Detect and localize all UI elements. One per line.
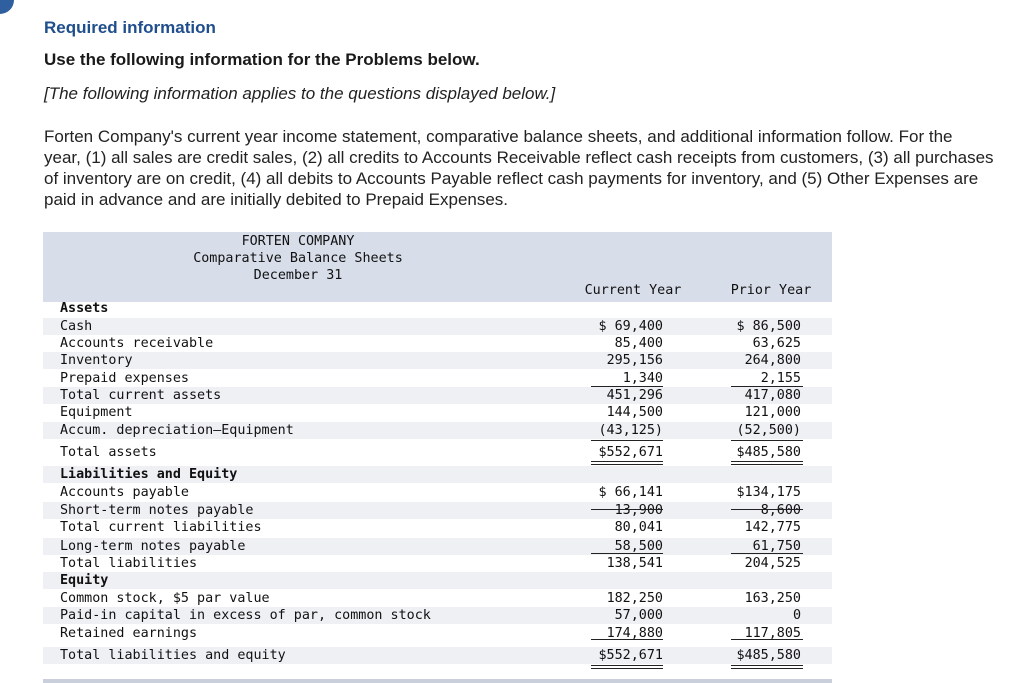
table-row xyxy=(43,422,832,439)
corner-badge xyxy=(0,0,14,14)
row-label: Total assets xyxy=(60,445,157,460)
prior-year-value: 0 xyxy=(792,608,801,623)
prior-year-value: $485,580 xyxy=(736,648,801,663)
statement-date: December 31 xyxy=(253,268,343,283)
underline-prior-short-term xyxy=(731,509,803,510)
underline-prior-accum xyxy=(731,440,803,441)
table-row xyxy=(43,502,832,519)
underline-current-accum xyxy=(591,440,663,441)
current-year-value: 138,541 xyxy=(606,556,663,571)
underline-prior-long-term xyxy=(731,553,803,554)
underline-current-retained xyxy=(591,639,663,640)
current-year-value: $ 69,400 xyxy=(598,319,663,334)
underline-current-long-term xyxy=(591,553,663,554)
current-year-value: 174,880 xyxy=(606,626,663,641)
underline-prior-prepaid xyxy=(731,386,803,387)
table-bottom-bar xyxy=(43,679,832,683)
prior-year-value: 117,805 xyxy=(744,626,801,641)
prior-year-value: 8,600 xyxy=(760,503,801,518)
current-year-value: $552,671 xyxy=(598,648,663,663)
prior-year-value: (52,500) xyxy=(736,423,801,438)
table-row xyxy=(43,370,832,387)
table-row xyxy=(43,484,832,501)
table-row xyxy=(43,607,832,624)
table-row xyxy=(43,318,832,335)
statement-title: Comparative Balance Sheets xyxy=(193,251,403,266)
balance-sheet-table xyxy=(43,232,832,683)
current-year-value: 144,500 xyxy=(606,405,663,420)
row-label: Prepaid expenses xyxy=(60,371,189,386)
prior-year-value: 163,250 xyxy=(744,591,801,606)
current-year-value: 57,000 xyxy=(614,608,663,623)
underline-prior-retained xyxy=(731,639,803,640)
current-year-value: 80,041 xyxy=(614,520,663,535)
row-label: Total current liabilities xyxy=(60,520,262,535)
required-information-heading: Required information xyxy=(44,18,216,37)
row-label: Total current assets xyxy=(60,388,222,403)
prior-year-value: $485,580 xyxy=(736,445,801,460)
applies-note: [The following information applies to the questions displayed below.] xyxy=(44,84,556,103)
prior-year-value: 204,525 xyxy=(744,556,801,571)
current-year-value: 182,250 xyxy=(606,591,663,606)
row-label: Inventory xyxy=(60,353,133,368)
table-row xyxy=(43,444,832,461)
current-year-value: $552,671 xyxy=(598,445,663,460)
current-year-value: 1,340 xyxy=(622,371,663,386)
prior-year-value: 417,080 xyxy=(744,388,801,403)
prior-year-value: 121,000 xyxy=(744,405,801,420)
table-row xyxy=(43,538,832,555)
intro-paragraph: Forten Company's current year income statement, comparative balance sheets, and additional information follow. For the year, (1) all sales are credit sales, (2) all credits to Accounts Receivable reflect cash receipts from customers, (3) all purchases of inventory are on credit, (4) all debits to Accounts Payable reflect cash payments for inventory, and (5) Other Expenses are paid in advance and are initially debited to Prepaid Expenses. xyxy=(44,127,994,209)
prior-year-value: 2,155 xyxy=(760,371,801,386)
current-year-value: 13,900 xyxy=(614,503,663,518)
row-label: Equity xyxy=(60,573,109,588)
table-row xyxy=(43,404,832,421)
prior-year-value: $ 86,500 xyxy=(736,319,801,334)
use-info-heading: Use the following information for the Problems below. xyxy=(44,50,480,69)
table-row xyxy=(43,590,832,607)
table-row xyxy=(43,300,832,317)
table-row xyxy=(43,519,832,536)
prior-year-value: 61,750 xyxy=(752,539,801,554)
prior-year-value: 264,800 xyxy=(744,353,801,368)
row-label: Equipment xyxy=(60,405,133,420)
row-label: Cash xyxy=(60,319,93,334)
company-name: FORTEN COMPANY xyxy=(241,234,355,249)
underline-current-prepaid xyxy=(591,386,663,387)
row-label: Accounts receivable xyxy=(60,336,214,351)
current-year-value: 451,296 xyxy=(606,388,663,403)
current-year-value: 58,500 xyxy=(614,539,663,554)
table-row xyxy=(43,352,832,369)
double-underline-current-total-liab-equity xyxy=(591,665,663,669)
column-header-prior-year: Prior Year xyxy=(730,283,812,298)
double-underline-prior-total-liab-equity xyxy=(731,665,803,669)
table-row xyxy=(43,572,832,589)
table-row xyxy=(43,387,832,404)
row-label: Long-term notes payable xyxy=(60,539,246,554)
double-underline-current-total-assets xyxy=(591,461,663,465)
table-row xyxy=(43,647,832,664)
current-year-value: (43,125) xyxy=(598,423,663,438)
prior-year-value: 63,625 xyxy=(752,336,801,351)
row-label: Accum. depreciation—Equipment xyxy=(60,423,294,438)
row-label: Retained earnings xyxy=(60,626,198,641)
prior-year-value: 142,775 xyxy=(744,520,801,535)
column-header-current-year: Current Year xyxy=(584,283,682,298)
table-row xyxy=(43,466,832,483)
table-row xyxy=(43,555,832,572)
row-label: Accounts payable xyxy=(60,485,189,500)
prior-year-value: $134,175 xyxy=(736,485,801,500)
table-row xyxy=(43,625,832,642)
current-year-value: 295,156 xyxy=(606,353,663,368)
row-label: Assets xyxy=(60,301,109,316)
row-label: Short-term notes payable xyxy=(60,503,254,518)
double-underline-prior-total-assets xyxy=(731,461,803,465)
row-label: Paid-in capital in excess of par, common stock xyxy=(60,608,431,623)
row-label: Liabilities and Equity xyxy=(60,467,238,482)
current-year-value: 85,400 xyxy=(614,336,663,351)
current-year-value: $ 66,141 xyxy=(598,485,663,500)
underline-current-short-term xyxy=(591,509,663,510)
row-label: Common stock, $5 par value xyxy=(60,591,270,606)
row-label: Total liabilities xyxy=(60,556,198,571)
row-label: Total liabilities and equity xyxy=(60,648,286,663)
table-row xyxy=(43,335,832,352)
